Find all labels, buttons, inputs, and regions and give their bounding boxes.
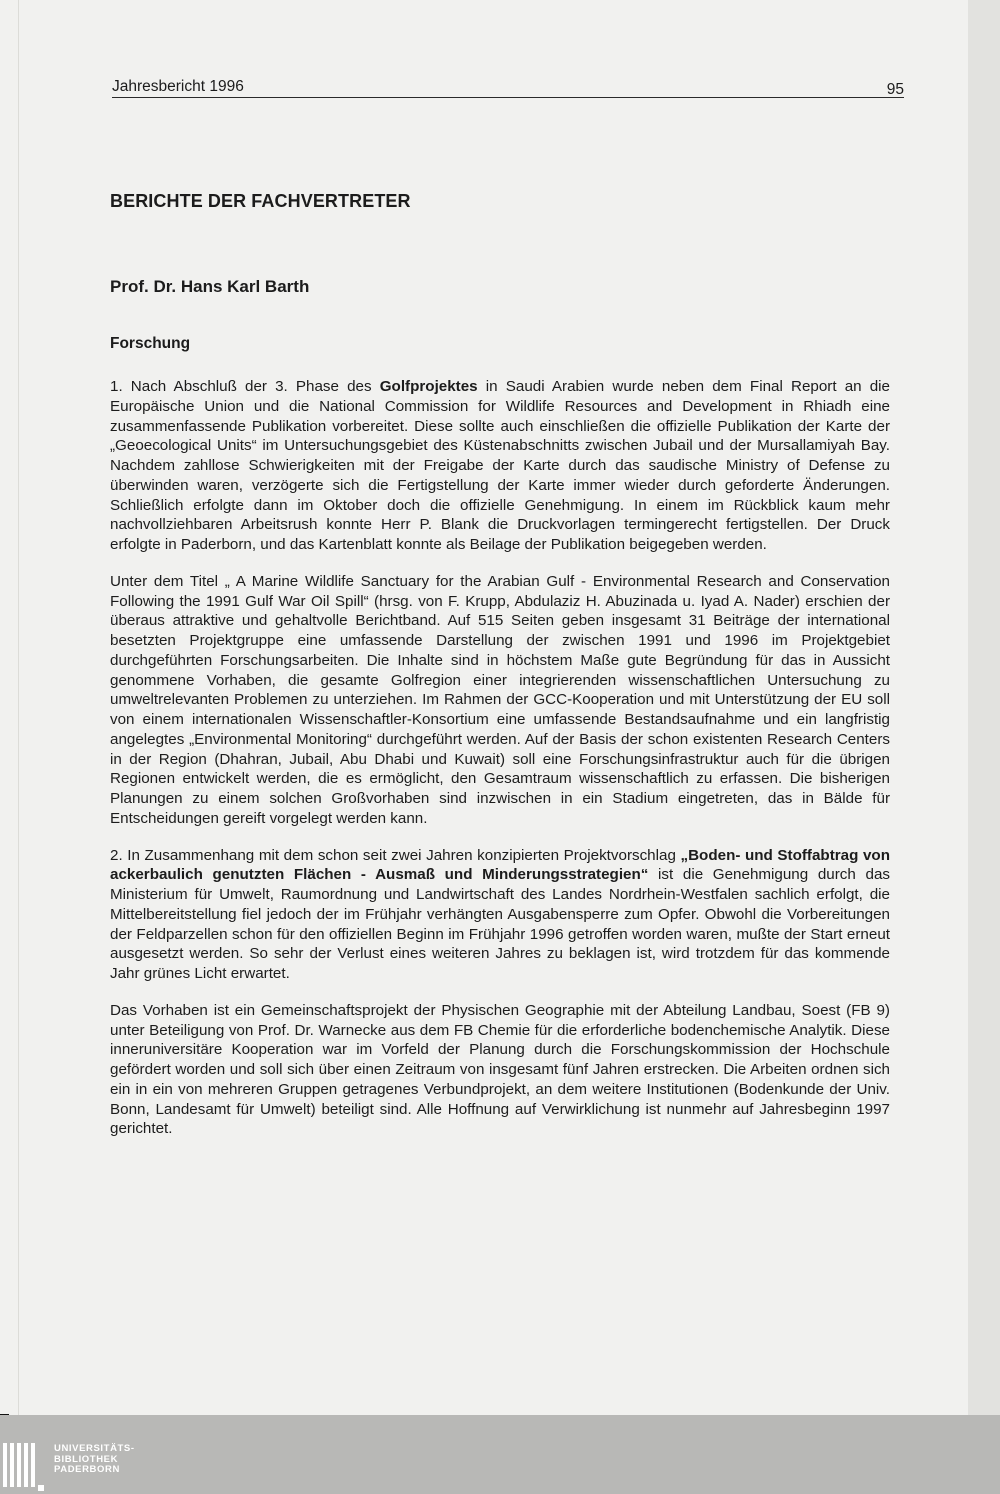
- page-title: BERICHTE DER FACHVERTRETER: [110, 191, 411, 211]
- paragraph: 2. In Zusammenhang mit dem schon seit zwei Jahren konzipierten Projektvorschlag „Boden- und Stoffabtrag von ackerbaulich genutzten Flächen - Ausmaß und Minderungsstrategien“ ist die Genehmigung durch das Ministerium für Umwelt, Raumordnung und Landwirtschaft des Landes Nordrhein-Westfalen sachlich erfolgt, die Mittelbereitstellung fiel jedoch der im Frühjahr verhängten Ausgabensperre zum Opfer. Obwohl die Vorbereitungen der Feldparzellen schon für den offiziellen Beginn im Frühjahr 1996 getroffen worden waren, mußte der Start erneut ausgesetzt werden. So sehr der Verlust eines weiteren Jahres zu beklagen ist, wird trotzdem für das kommende Jahr grünes Licht erwartet.: [110, 846, 890, 982]
- page-edge: [18, 0, 19, 1415]
- page-bleed: [968, 0, 1000, 1415]
- library-logo-text: UNIVERSITÄTS- BIBLIOTHEK PADERBORN: [54, 1443, 135, 1475]
- paragraph: 1. Nach Abschluß der 3. Phase des Golfprojektes in Saudi Arabien wurde neben dem Final Report an die Europäische Union und die National Commission for Wildlife Resources and Development in Rhiadh eine zusammenfassende Publikation vorbereitet. Diese sollte auch einschließen die offizielle Publikation der Karte der „Geoecological Units“ im Untersuchungsgebiet des Küstenabschnitts zwischen Jubail und der Mursallamiyah Bay. Nachdem zahllose Schwierigkeiten mit der Freigabe der Karte durch das saudische Ministry of Defense zu überwinden waren, verzögerte sich die Fertigstellung der Karte immer wieder durch geforderte Änderungen. Schließlich erfolgte dann im Oktober doch die offizielle Genehmigung. In einem im Rückblick kaum mehr nachvollziehbaren Arbeitsrush konnte Herr P. Blank die Druckvorlagen termingerecht fertigstellen. Der Druck erfolgte in Paderborn, und das Kartenblatt konnte als Beilage der Publikation beigegeben werden.: [110, 378, 890, 553]
- logo-dot: [38, 1485, 44, 1491]
- paragraph: Das Vorhaben ist ein Gemeinschaftsprojekt der Physischen Geographie mit der Abteilung Landbau, Soest (FB 9) unter Beteiligung von Prof. Dr. Warnecke aus dem FB Chemie für die erforderliche bodenchemische Analytik. Diese inneruniversitäre Kooperation war im Vorfeld der Planung durch die Forschungskommission der Hochschule gefördert worden und soll sich über einen Zeitraum von insgesamt fünf Jahren erstrecken. Die Arbeiten ordnen sich ein in ein von mehreren Gruppen getragenes Verbundprojekt, an dem weitere Institutionen (Bodenkunde der Univ. Bonn, Landesamt für Umwelt) beteiligt sind. Alle Hoffnung auf Verwirklichung ist nunmehr auf Jahresbeginn 1997 gerichtet.: [110, 1001, 890, 1138]
- page-number: 95: [886, 81, 904, 98]
- section-heading: Forschung: [110, 335, 191, 352]
- author-name: Prof. Dr. Hans Karl Barth: [110, 277, 310, 296]
- library-logo-icon: [3, 1443, 38, 1487]
- running-header: [112, 78, 904, 98]
- page-content: [110, 191, 890, 1139]
- library-footer: [0, 1415, 1000, 1494]
- paragraph: Unter dem Titel „ A Marine Wildlife Sanctuary for the Arabian Gulf - Environmental Research and Conservation Following the 1991 Gulf War Oil Spill“ (hrsg. von F. Krupp, Abdulaziz H. Abuzinada u. Iyad A. Nader) erschien der überaus attraktive und gehaltvolle Berichtband. Auf 515 Seiten geben insgesamt 31 Beiträge der international besetzten Projektgruppe eine umfassende Darstellung der zwischen 1991 und 1996 im Projektgebiet durchgeführten Forschungsarbeiten. Die Inhalte sind in höchstem Maße gute Begründung für das in Aussicht genommene Vorhaben, die gesamte Golfregion einer integrierenden wissenschaftlichen Untersuchung zu umweltrelevanten Problemen zu unterziehen. Im Rahmen der GCC-Kooperation und mit Unterstützung der EU soll von einem internationalen Wissenschaftler-Konsortium eine umfassende Bestandsaufnahme und ein langfristig angelegtes „Environmental Monitoring“ durchgeführt werden. Auf der Basis der schon existenten Research Centers in der Region (Dhahran, Jubail, Abu Dhabi und Kuwait) soll eine Forschungsinfrastruktur auch für die übrigen Regionen entwickelt werden, die es ermöglicht, den Gesamtraum wissenschaftlich zu erfassen. Die bisherigen Planungen zu einem solchen Großvorhaben sind inzwischen in ein Stadium eingetreten, das in Bälde für Entscheidungen gereift vorgelegt werden kann.: [110, 572, 890, 827]
- header-title: Jahresbericht 1996: [112, 78, 244, 95]
- emphasis: „Boden- und Stoffabtrag von ackerbaulich genutzten Flächen - Ausmaß und Minderungsstrategien“: [110, 846, 890, 884]
- emphasis: Golfprojektes: [379, 378, 478, 395]
